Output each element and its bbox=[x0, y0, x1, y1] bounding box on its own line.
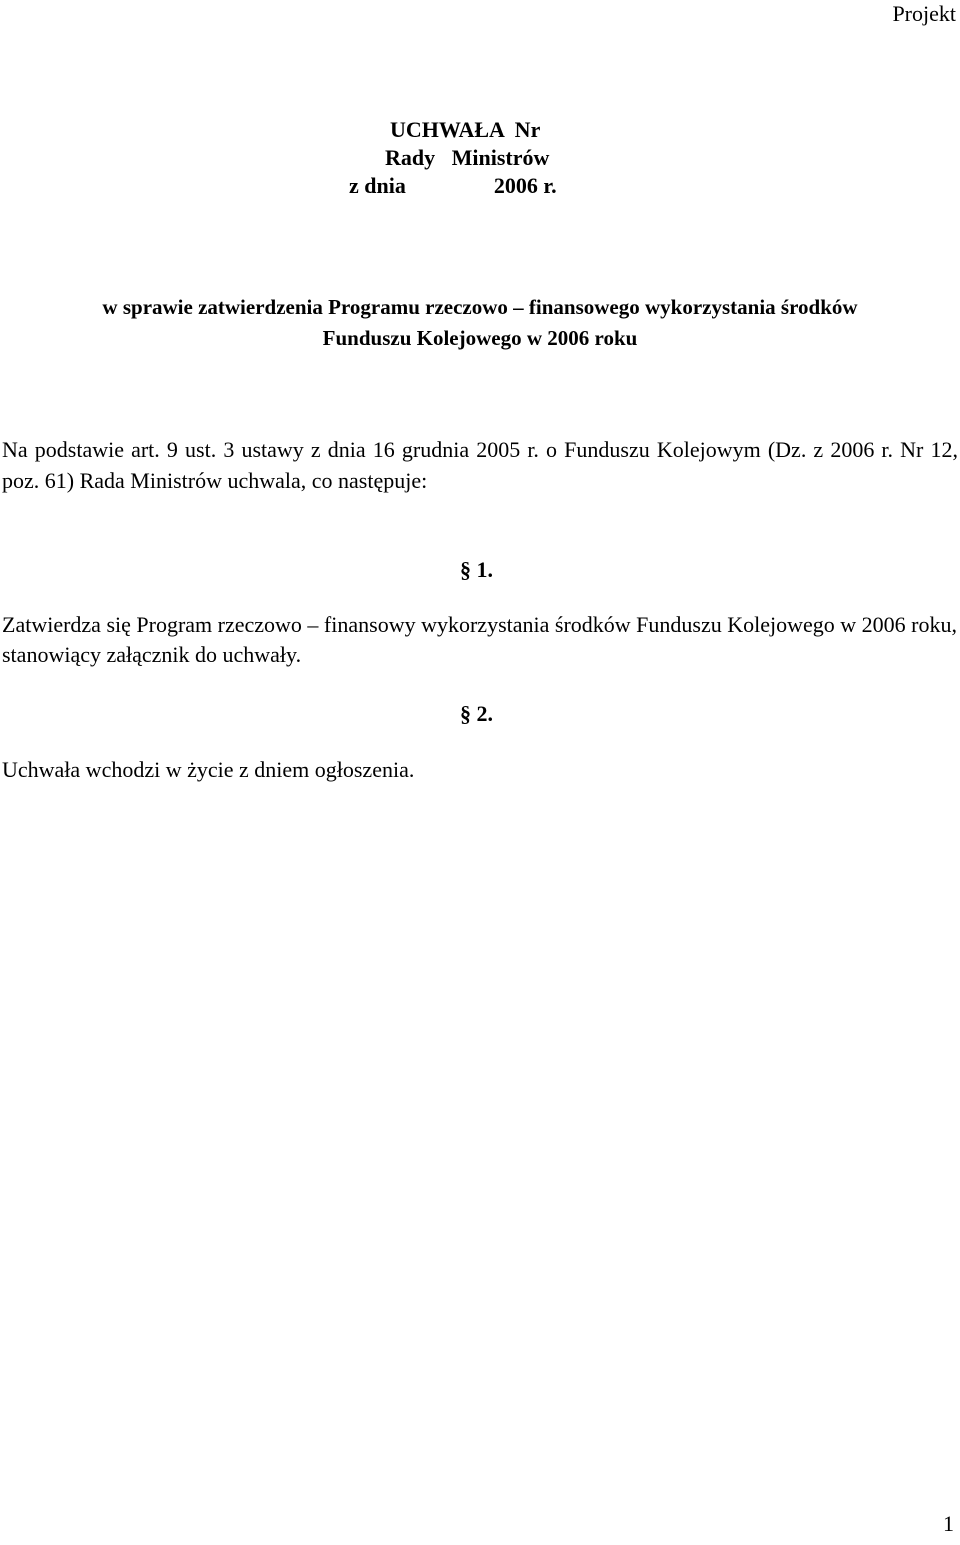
title-line-date: z dnia 2006 r. bbox=[349, 173, 557, 198]
subject-line-2: Funduszu Kolejowego w 2006 roku bbox=[322, 326, 638, 350]
section-1-mark: § 1. bbox=[460, 557, 493, 582]
document-status-label: Projekt bbox=[892, 1, 956, 26]
section-2-text: Uchwała wchodzi w życie z dniem ogłoszenia. bbox=[2, 757, 415, 782]
section-1-text: Zatwierdza się Program rzeczowo – finansowy wykorzystania środków Funduszu Kolejowego w 2006 roku, stanowiący załącznik do uchwały. bbox=[2, 612, 957, 667]
title-line-resolution-number: UCHWAŁA Nr bbox=[390, 117, 541, 142]
legal-basis-preamble: Na podstawie art. 9 ust. 3 ustawy z dnia 16 grudnia 2005 r. o Funduszu Kolejowym (Dz. z 2006 r. Nr 12, poz. 61) Rada Ministrów uchwala, co następuje: bbox=[2, 437, 958, 493]
section-2-mark: § 2. bbox=[460, 701, 493, 726]
resolution-title bbox=[0, 116, 960, 200]
resolution-subject bbox=[0, 292, 960, 354]
title-line-council: Rady Ministrów bbox=[385, 145, 550, 170]
page-number: 1 bbox=[943, 1511, 954, 1536]
subject-line-1: w sprawie zatwierdzenia Programu rzeczowo – finansowego wykorzystania środków bbox=[102, 295, 858, 319]
